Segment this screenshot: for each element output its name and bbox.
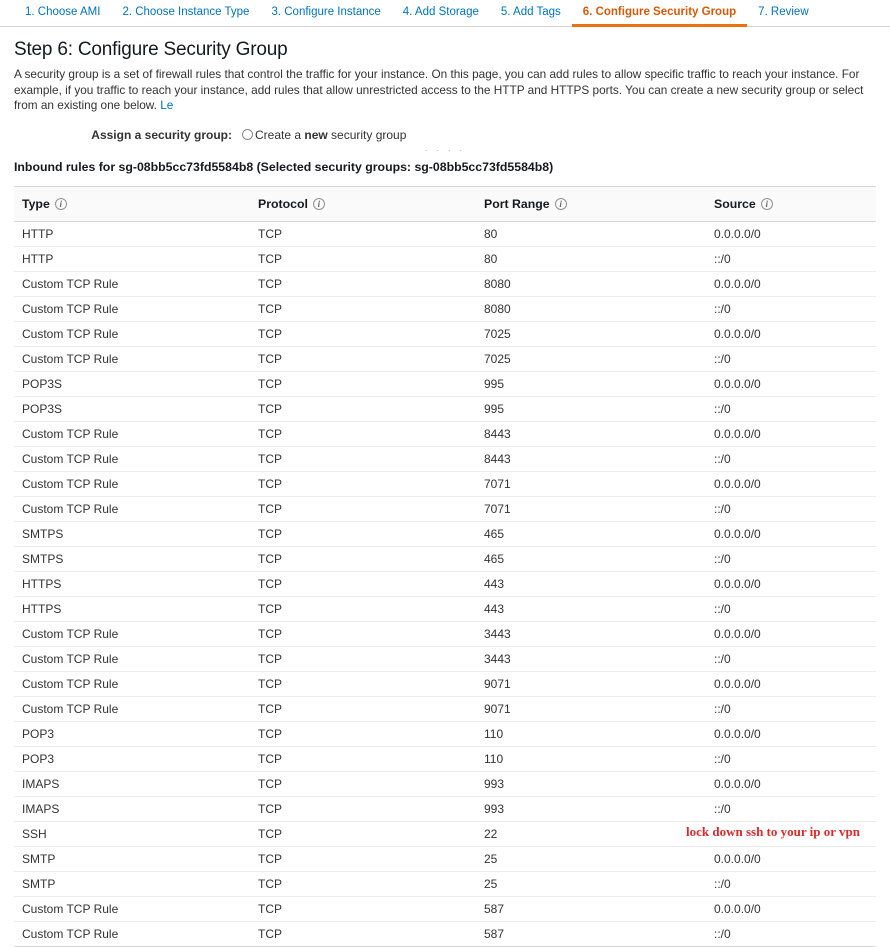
cell-port-range: 465: [476, 546, 706, 571]
cell-protocol: TCP: [250, 421, 476, 446]
cell-protocol: TCP: [250, 246, 476, 271]
option-prefix: Create a: [255, 127, 305, 142]
cell-port-range: 8080: [476, 271, 706, 296]
cell-protocol: TCP: [250, 771, 476, 796]
cell-type: IMAPS: [14, 771, 250, 796]
cell-port-range: 443: [476, 596, 706, 621]
info-icon[interactable]: i: [761, 198, 773, 210]
cell-source: ::/0: [706, 696, 876, 721]
cell-type: Custom TCP Rule: [14, 621, 250, 646]
table-row[interactable]: [14, 646, 876, 671]
cell-port-range: 8443: [476, 421, 706, 446]
cell-protocol: TCP: [250, 321, 476, 346]
cell-type: POP3: [14, 746, 250, 771]
cell-port-range: 993: [476, 796, 706, 821]
create-new-security-group-label: [255, 128, 406, 142]
cell-port-range: 995: [476, 371, 706, 396]
cell-type: Custom TCP Rule: [14, 471, 250, 496]
cell-source: ::/0: [706, 346, 876, 371]
learn-more-link[interactable]: Le: [160, 98, 174, 112]
cell-type: Custom TCP Rule: [14, 271, 250, 296]
table-row[interactable]: [14, 596, 876, 621]
cell-protocol: TCP: [250, 521, 476, 546]
cell-source: 0.0.0.0/0: [706, 846, 876, 871]
column-header-label: Source: [714, 196, 756, 211]
table-header-row: [14, 187, 876, 222]
wizard-step-label: 1. Choose AMI: [25, 6, 101, 18]
cell-port-range: 7025: [476, 346, 706, 371]
table-row[interactable]: [14, 796, 876, 821]
cell-type: Custom TCP Rule: [14, 321, 250, 346]
cell-port-range: 443: [476, 571, 706, 596]
cell-protocol: TCP: [250, 746, 476, 771]
cell-type: POP3: [14, 721, 250, 746]
cell-port-range: 8080: [476, 296, 706, 321]
cell-source: ::/0: [706, 871, 876, 896]
create-new-security-group-option[interactable]: [242, 128, 406, 142]
cell-type: HTTP: [14, 246, 250, 271]
cell-protocol: TCP: [250, 571, 476, 596]
option-suffix: security group: [327, 127, 407, 142]
page-description: [14, 67, 876, 114]
cell-port-range: 80: [476, 246, 706, 271]
table-row[interactable]: [14, 621, 876, 646]
table-row[interactable]: [14, 546, 876, 571]
cell-source: 0.0.0.0/0: [706, 371, 876, 396]
cell-source: 0.0.0.0/0: [706, 471, 876, 496]
table-row[interactable]: [14, 471, 876, 496]
cell-type: Custom TCP Rule: [22, 926, 119, 941]
cell-protocol: TCP: [250, 821, 476, 846]
wizard-step-7-review[interactable]: [747, 0, 820, 27]
cell-source: 0.0.0.0/0: [706, 421, 876, 446]
wizard-step-label: 3. Configure Instance: [271, 6, 381, 18]
cell-protocol: TCP: [250, 796, 476, 821]
column-header-label: Port Range: [484, 196, 550, 211]
cell-protocol: TCP: [250, 696, 476, 721]
cell-source: 0.0.0.0/0: [706, 671, 876, 696]
cell-source: ::/0: [706, 446, 876, 471]
cell-source: ::/0: [706, 546, 876, 571]
column-header-protocol[interactable]: [250, 187, 476, 222]
cell-port-range: 9071: [476, 671, 706, 696]
cell-protocol: TCP: [250, 346, 476, 371]
cell-source: 0.0.0.0/0: [706, 621, 876, 646]
cell-type: Custom TCP Rule: [14, 696, 250, 721]
cell-source: ::/0: [706, 796, 876, 821]
cell-source: ::/0: [706, 396, 876, 421]
page-header: [0, 27, 890, 114]
column-header-source[interactable]: [706, 187, 876, 222]
cell-protocol: TCP: [250, 371, 476, 396]
radio-button-icon[interactable]: [242, 129, 253, 140]
cell-protocol: TCP: [250, 446, 476, 471]
cell-type: SSH: [14, 821, 250, 846]
cell-protocol: TCP: [250, 471, 476, 496]
cell-port-range: 22: [476, 821, 706, 846]
table-row[interactable]: [14, 296, 876, 321]
cell-port-range: 7025: [476, 321, 706, 346]
cell-source: 0.0.0.0/0: [706, 521, 876, 546]
info-icon[interactable]: i: [555, 198, 567, 210]
assign-security-group-label: Assign a security group:: [91, 127, 232, 142]
cell-type: HTTPS: [14, 571, 250, 596]
table-row[interactable]: [14, 221, 876, 246]
table-row[interactable]: [14, 846, 876, 871]
cell-port-range: 3443: [476, 621, 706, 646]
column-header-port-range[interactable]: [476, 187, 706, 222]
table-row[interactable]: [14, 496, 876, 521]
inbound-rules-table: [14, 187, 876, 946]
cell-port-range: 7071: [476, 471, 706, 496]
cell-port-range: 993: [476, 771, 706, 796]
cell-protocol: TCP: [250, 546, 476, 571]
cell-type: IMAPS: [14, 796, 250, 821]
cell-type: Custom TCP Rule: [14, 421, 250, 446]
cell-port-range: 465: [476, 521, 706, 546]
table-row[interactable]: [14, 446, 876, 471]
wizard-step-label: 4. Add Storage: [402, 6, 479, 18]
cell-source: 0.0.0.0/0: [706, 721, 876, 746]
cell-type: POP3S: [14, 371, 250, 396]
table-row[interactable]: [14, 896, 876, 921]
table-row[interactable]: [14, 571, 876, 596]
cell-port-range: 995: [476, 396, 706, 421]
table-row[interactable]: [14, 371, 876, 396]
cell-source: 0.0.0.0/0: [706, 221, 876, 246]
cell-protocol: TCP: [250, 271, 476, 296]
cell-source: ::/0: [706, 246, 876, 271]
wizard-steps: [0, 0, 890, 27]
cell-source: 0.0.0.0/0: [706, 571, 876, 596]
table-row[interactable]: [14, 396, 876, 421]
option-bold: new: [304, 127, 328, 142]
cell-protocol: TCP: [250, 846, 476, 871]
cell-port-range: 80: [476, 221, 706, 246]
cell-source: ::/0: [706, 646, 876, 671]
wizard-step-label: 2. Choose Instance Type: [122, 6, 250, 18]
cell-port-range: 25: [476, 871, 706, 896]
cell-type: Custom TCP Rule: [14, 346, 250, 371]
inbound-rules-table-wrapper: [14, 186, 876, 947]
info-icon[interactable]: i: [55, 198, 67, 210]
cell-type: SMTP: [14, 846, 250, 871]
cell-source: ::/0: [706, 746, 876, 771]
table-row[interactable]: [14, 721, 876, 746]
cell-type: Custom TCP Rule: [14, 296, 250, 321]
cell-type: POP3S: [14, 396, 250, 421]
wizard-step-5-add-tags[interactable]: [490, 0, 572, 27]
table-row[interactable]: [14, 671, 876, 696]
table-row[interactable]: [14, 271, 876, 296]
cell-type: HTTP: [14, 221, 250, 246]
cell-type: Custom TCP Rule: [14, 646, 250, 671]
info-icon[interactable]: i: [313, 198, 325, 210]
cell-source: 0.0.0.0/0: [706, 271, 876, 296]
cell-protocol: TCP: [250, 496, 476, 521]
table-row[interactable]: [14, 246, 876, 271]
table-row[interactable]: [14, 821, 876, 846]
cell-protocol: TCP: [258, 926, 282, 941]
cell-source: ::/0: [706, 496, 876, 521]
cell-type: SMTP: [14, 871, 250, 896]
cell-source: 0.0.0.0/0: [706, 771, 876, 796]
wizard-step-label: 6. Configure Security Group: [582, 6, 737, 18]
cell-protocol: TCP: [250, 396, 476, 421]
table-row[interactable]: [14, 696, 876, 721]
cell-source: ::/0: [714, 926, 731, 941]
cell-protocol: TCP: [250, 221, 476, 246]
inbound-rules-title: Inbound rules for sg-08bb5cc73fd5584b8 (Selected security groups: sg-08bb5cc73fd5584b8): [14, 159, 554, 174]
cell-source: 0.0.0.0/0: [706, 321, 876, 346]
table-row[interactable]: [14, 871, 876, 896]
wizard-step-4-add-storage[interactable]: [392, 0, 490, 27]
table-header: [14, 187, 876, 222]
column-header-type[interactable]: [14, 187, 250, 222]
table-row[interactable]: [14, 321, 876, 346]
cell-port-range: 9071: [476, 696, 706, 721]
wizard-step-label: 7. Review: [758, 6, 809, 18]
cell-type: SMTPS: [14, 521, 250, 546]
cell-port-range: 110: [476, 721, 706, 746]
page-description-text: A security group is a set of firewall rules that control the traffic for your instance. On this page, you can add rules to allow specific traffic to reach your instance. For example, if you traffic to reach your instance, add rules that allow unrestricted access to the HTTP and HTTPS ports. You can create a new security group or select from an existing one below.: [14, 67, 864, 112]
cell-type: Custom TCP Rule: [14, 446, 250, 471]
cell-protocol: TCP: [250, 871, 476, 896]
cell-type: Custom TCP Rule: [14, 896, 250, 921]
table-row[interactable]: [14, 421, 876, 446]
column-header-label: Protocol: [258, 196, 308, 211]
page-title: Step 6: Configure Security Group: [14, 39, 288, 60]
table-row[interactable]: [14, 771, 876, 796]
table-body: [14, 221, 876, 946]
panel-resize-handle[interactable]: · · · ·: [424, 144, 466, 155]
cell-type: HTTPS: [14, 596, 250, 621]
cell-source: ::/0: [706, 296, 876, 321]
table-row[interactable]: [14, 746, 876, 771]
ssh-lockdown-annotation: lock down ssh to your ip or vpn: [686, 824, 860, 839]
table-row[interactable]: [14, 346, 876, 371]
cell-port-range: 3443: [476, 646, 706, 671]
cell-port-range: 8443: [476, 446, 706, 471]
wizard-step-3-configure-instance[interactable]: [260, 0, 391, 27]
cell-protocol: TCP: [250, 596, 476, 621]
cell-port-range: 110: [476, 746, 706, 771]
cell-type: Custom TCP Rule: [14, 496, 250, 521]
cell-source: ::/0: [706, 596, 876, 621]
cell-port-range: 25: [476, 846, 706, 871]
cell-protocol: TCP: [250, 896, 476, 921]
column-header-label: Type: [22, 196, 50, 211]
cell-port-range: 587: [476, 896, 706, 921]
cell-protocol: TCP: [250, 671, 476, 696]
cell-type: SMTPS: [14, 546, 250, 571]
cell-protocol: TCP: [250, 721, 476, 746]
cell-protocol: TCP: [250, 296, 476, 321]
table-row[interactable]: [14, 921, 876, 946]
wizard-step-2-choose-instance-type[interactable]: [111, 0, 260, 27]
cell-source: [706, 821, 876, 846]
cell-port-range: 7071: [476, 496, 706, 521]
assign-security-group-row: [0, 128, 890, 142]
cell-type: Custom TCP Rule: [14, 671, 250, 696]
cell-port-range: 587: [484, 926, 505, 941]
wizard-step-6-configure-security-group[interactable]: [572, 0, 747, 27]
wizard-step-1-choose-ami[interactable]: [14, 0, 111, 27]
cell-source: 0.0.0.0/0: [706, 896, 876, 921]
wizard-step-label: 5. Add Tags: [500, 6, 561, 18]
cell-protocol: TCP: [250, 621, 476, 646]
table-row[interactable]: [14, 521, 876, 546]
cell-protocol: TCP: [250, 646, 476, 671]
